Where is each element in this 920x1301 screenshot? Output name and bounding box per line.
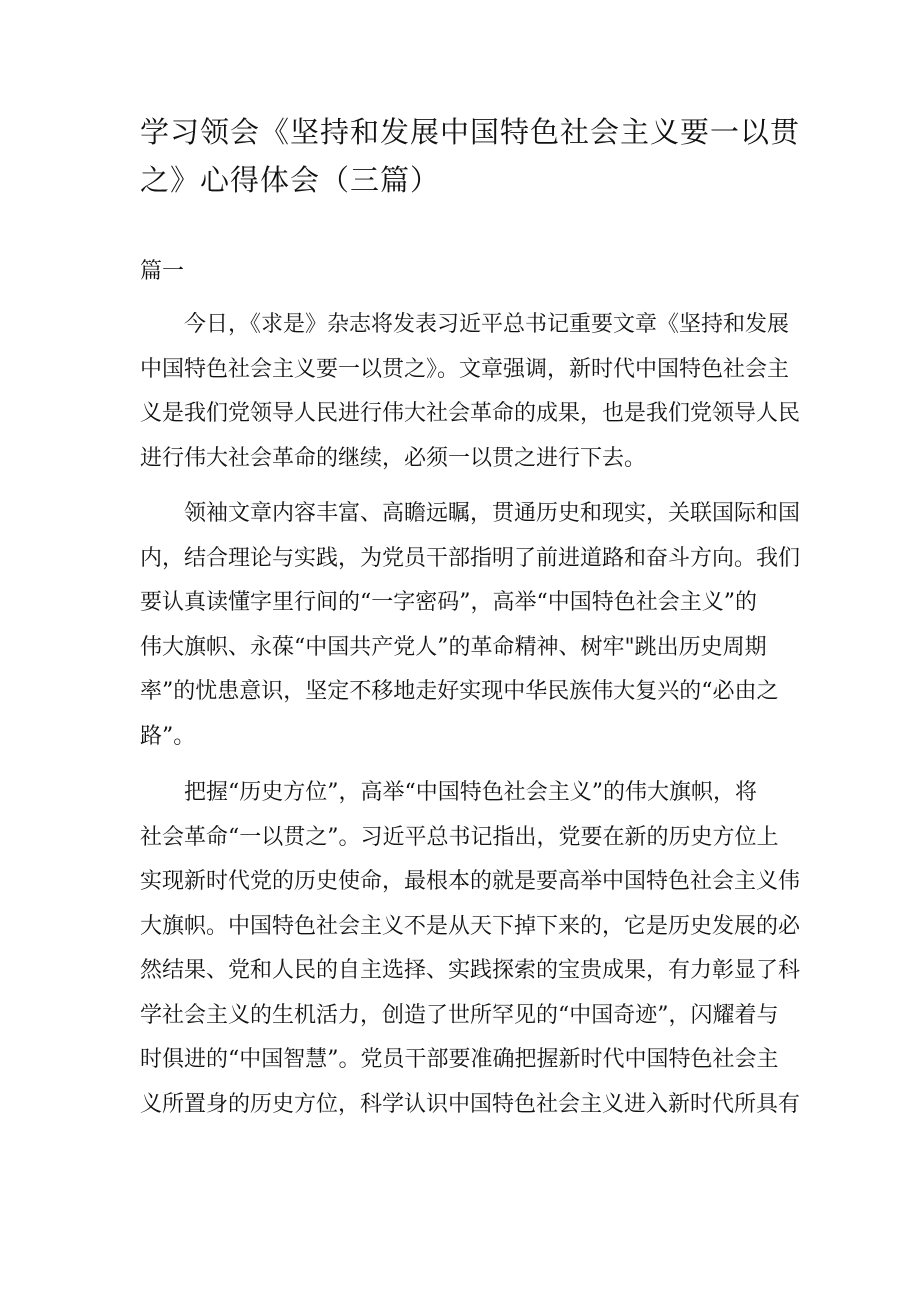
paragraph-line: 把握“历史方位”，高举“中国特色社会主义”的伟大旗帜，将 bbox=[184, 780, 757, 805]
title-line: 之》心得体会（三篇） bbox=[140, 163, 441, 197]
paragraph-line: 时俱进的“中国智慧”。党员干部要准确把握新时代中国特色社会主 bbox=[140, 1047, 779, 1072]
paragraph-line: 要认真读懂字里行间的“一字密码”，高举“中国特色社会主义”的 bbox=[140, 590, 757, 615]
paragraph-line: 率”的忧患意识，坚定不移地走好实现中华民族伟大复兴的“必由之 bbox=[140, 679, 779, 704]
paragraph-line: 学社会主义的生机活力，创造了世所罕见的“中国奇迹”，闪耀着与 bbox=[140, 1002, 779, 1028]
paragraph-line: 然结果、党和人民的自主选择、实践探索的宝贵成果，有力彰显了科 bbox=[140, 958, 801, 983]
paragraph-line: 内，结合理论与实践，为党员干部指明了前进道路和奋斗方向。我们 bbox=[140, 545, 801, 571]
paragraph-line: 大旗帜。中国特色社会主义不是从天下掉下来的，它是历史发展的必 bbox=[140, 913, 801, 939]
paragraph-3 bbox=[140, 771, 800, 1127]
paragraph-line: 伟大旗帜、永葆“中国共产党人”的革命精神、树牢"跳出历史周期 bbox=[140, 634, 767, 660]
paragraph-line: 义是我们党领导人民进行伟大社会革命的成果，也是我们党领导人民 bbox=[140, 401, 801, 426]
paragraph-line: 今日，《求是》杂志将发表习近平总书记重要文章《坚持和发展 bbox=[184, 312, 790, 337]
paragraph-line: 社会革命“一以贯之”。习近平总书记指出，党要在新的历史方位上 bbox=[140, 824, 779, 850]
paragraph-line: 义所置身的历史方位，科学认识中国特色社会主义进入新时代所具有 bbox=[140, 1091, 801, 1117]
paragraph-line: 中国特色社会主义要一以贯之》。文章强调，新时代中国特色社会主 bbox=[140, 356, 790, 382]
paragraph-2 bbox=[140, 492, 800, 759]
section-label: 篇一 bbox=[140, 259, 185, 284]
paragraph-line: 实现新时代党的历史使命，最根本的就是要高举中国特色社会主义伟 bbox=[140, 869, 801, 894]
paragraph-1 bbox=[140, 303, 800, 481]
paragraph-line: 进行伟大社会革命的继续，必须一以贯之进行下去。 bbox=[140, 445, 647, 471]
paragraph-line: 领袖文章内容丰富、高瞻远瞩，贯通历史和现实，关联国际和国 bbox=[184, 501, 801, 526]
paragraph-line: 路”。 bbox=[140, 723, 196, 749]
title-line: 学习领会《坚持和发展中国特色社会主义要一以贯 bbox=[140, 115, 801, 149]
document-title bbox=[140, 108, 800, 204]
